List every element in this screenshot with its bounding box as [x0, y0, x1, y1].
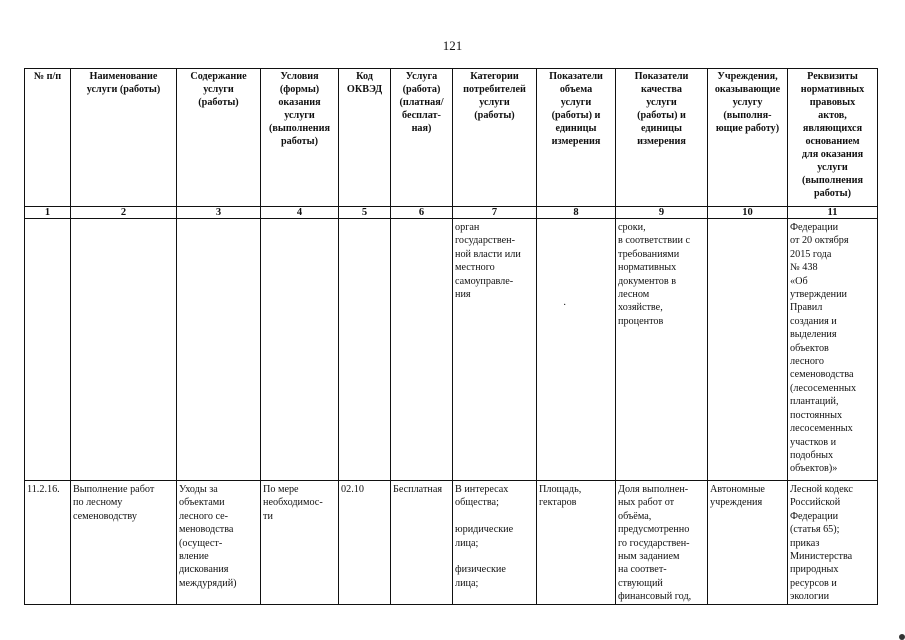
- cell-conditions: По мере необходимос- ти: [261, 481, 339, 605]
- cell-institutions: Автономные учреждения: [708, 481, 788, 605]
- cell-empty: [339, 219, 391, 481]
- table-row-continued: [25, 219, 878, 481]
- header-conditions: Условия (формы) оказания услуги (выполнения работы): [261, 69, 339, 207]
- cell-paid-free: Бесплатная: [391, 481, 453, 605]
- cell-consumer-categories-cont: орган государствен- ной власти или местного самоуправле- ния: [453, 219, 537, 481]
- cell-legal-acts-cont: Федерации от 20 октября 2015 года № 438 «Об утверждении Правил создания и выделения объектов лесного семеноводства (лесосеменных плантаций, постоянных лесосеменных участков и подобных объектов)»: [788, 219, 878, 481]
- services-table: [24, 68, 878, 605]
- table-row: [25, 481, 878, 605]
- column-number: 3: [177, 207, 261, 219]
- cell-legal-acts: Лесной кодекс Российской Федерации (статья 65); приказ Министерства природных ресурсов и экологии: [788, 481, 878, 605]
- column-number: 9: [616, 207, 708, 219]
- header-quality-indicators: Показатели качества услуги (работы) и единицы измерения: [616, 69, 708, 207]
- cell-empty: [391, 219, 453, 481]
- header-okved-code: Код ОКВЭД: [339, 69, 391, 207]
- cell-service-name: Выполнение работ по лесному семеноводству: [71, 481, 177, 605]
- header-paid-free: Услуга (работа) (платная/ бесплат- ная): [391, 69, 453, 207]
- cell-item-number: 11.2.16.: [25, 481, 71, 605]
- column-number: 5: [339, 207, 391, 219]
- column-number: 2: [71, 207, 177, 219]
- cell-service-content: Уходы за объектами лесного се- меноводства (осущест- вление дискования междурядий): [177, 481, 261, 605]
- cell-volume-indicators-cont: [537, 219, 616, 481]
- header-consumer-categories: Категории потребителей услуги (работы): [453, 69, 537, 207]
- stray-mark: ·: [563, 300, 567, 311]
- cell-empty: [25, 219, 71, 481]
- column-number: 6: [391, 207, 453, 219]
- column-number: 8: [537, 207, 616, 219]
- header-service-content: Содержание услуги (работы): [177, 69, 261, 207]
- column-number: 11: [788, 207, 878, 219]
- header-service-name: Наименование услуги (работы): [71, 69, 177, 207]
- page-number: 121: [442, 38, 463, 53]
- header-legal-acts: Реквизиты нормативных правовых актов, являющихся основанием для оказания услуги (выполнения работы): [788, 69, 878, 207]
- cell-consumer-categories: В интересах общества; юридические лица; физические лица;: [453, 481, 537, 605]
- scan-artifact: [899, 634, 905, 640]
- cell-empty: [261, 219, 339, 481]
- cell-okved-code: 02.10: [339, 481, 391, 605]
- table-header-row: [25, 69, 878, 207]
- header-volume-indicators: Показатели объема услуги (работы) и единицы измерения: [537, 69, 616, 207]
- column-number: 7: [453, 207, 537, 219]
- header-number: № п/п: [25, 69, 71, 207]
- cell-volume-indicators: Площадь, гектаров: [537, 481, 616, 605]
- cell-empty: [708, 219, 788, 481]
- column-number: 10: [708, 207, 788, 219]
- cell-quality-indicators: Доля выполнен- ных работ от объёма, предусмотренно го государствен- ным заданием на соответ- ствующий финансовый год,: [616, 481, 708, 605]
- cell-quality-indicators-cont: сроки, в соответствии с требованиями нормативных документов в лесном хозяйстве, процентов: [616, 219, 708, 481]
- column-number: 1: [25, 207, 71, 219]
- column-number-row: [25, 207, 878, 219]
- column-number: 4: [261, 207, 339, 219]
- cell-empty: [71, 219, 177, 481]
- header-institutions: Учреждения, оказывающие услугу (выполня- ющие работу): [708, 69, 788, 207]
- cell-empty: [177, 219, 261, 481]
